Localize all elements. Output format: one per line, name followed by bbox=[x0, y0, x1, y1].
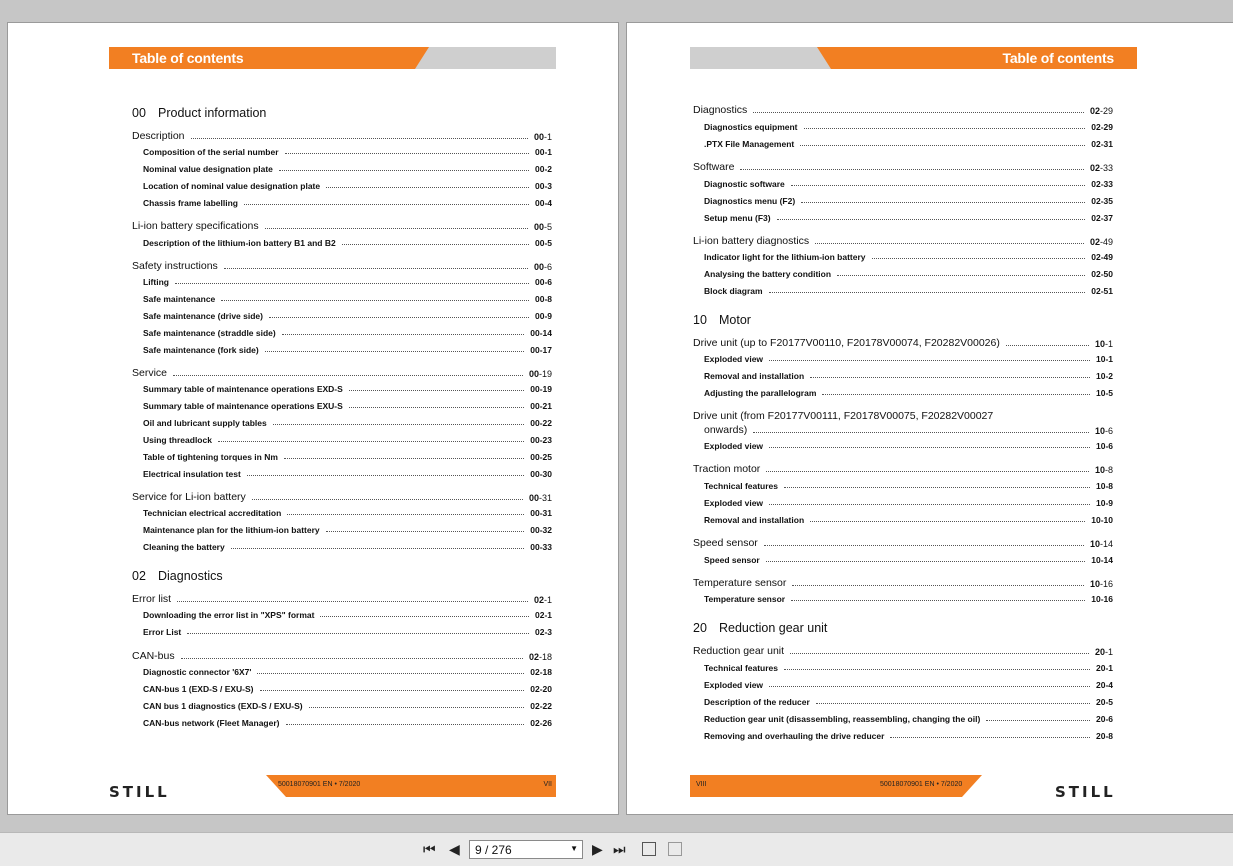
dot-leader bbox=[810, 377, 1090, 378]
toc-subentry[interactable] bbox=[693, 388, 1113, 398]
page-footer bbox=[690, 775, 982, 797]
dot-leader bbox=[177, 601, 528, 602]
toc-section[interactable] bbox=[693, 235, 1113, 247]
toc-subentry[interactable] bbox=[693, 179, 1113, 189]
prev-page-icon[interactable]: ◀ bbox=[449, 841, 460, 857]
toc-subentry[interactable] bbox=[132, 345, 552, 355]
entry-title: Safe maintenance (drive side) bbox=[143, 311, 263, 321]
dot-leader bbox=[224, 268, 528, 269]
dot-leader bbox=[265, 228, 528, 229]
dot-leader bbox=[801, 202, 1085, 203]
entry-title: CAN-bus bbox=[132, 650, 175, 662]
entry-page-number: 00-30 bbox=[530, 469, 552, 479]
entry-page-number: 00-1 bbox=[534, 147, 552, 157]
dot-leader bbox=[273, 424, 524, 425]
toc-subentry[interactable] bbox=[132, 147, 552, 157]
toc-subentry[interactable] bbox=[132, 435, 552, 445]
entry-title: Exploded view bbox=[704, 498, 764, 508]
still-logo: STILL bbox=[1055, 783, 1116, 801]
entry-page-number: 10-8 bbox=[1095, 481, 1113, 491]
dot-leader bbox=[872, 258, 1086, 259]
chapter-title: Diagnostics bbox=[158, 569, 223, 583]
dot-leader bbox=[181, 658, 523, 659]
document-page-right bbox=[626, 22, 1233, 815]
entry-title: Temperature sensor bbox=[704, 594, 786, 604]
entry-page-number: 02-51 bbox=[1091, 286, 1113, 296]
toc-subentry[interactable] bbox=[132, 542, 552, 552]
entry-title: Reduction gear unit bbox=[693, 645, 785, 657]
toc-subentry[interactable] bbox=[132, 328, 552, 338]
entry-title: Lifting bbox=[143, 277, 169, 287]
dot-leader bbox=[764, 545, 1084, 546]
entry-title: CAN-bus network (Fleet Manager) bbox=[143, 718, 280, 728]
entry-title: Safe maintenance bbox=[143, 294, 216, 304]
entry-page-number: 02-1 bbox=[534, 610, 552, 620]
toc-subentry[interactable] bbox=[132, 508, 552, 518]
dot-leader bbox=[792, 585, 1084, 586]
toc-subentry[interactable] bbox=[132, 198, 552, 208]
entry-page-number: 00-19 bbox=[528, 369, 552, 379]
entry-page-number: 20-4 bbox=[1095, 680, 1113, 690]
entry-page-number: 20-8 bbox=[1095, 731, 1113, 741]
dot-leader bbox=[822, 394, 1090, 395]
entry-page-number: 00-5 bbox=[534, 238, 552, 248]
entry-page-number: 10-16 bbox=[1091, 594, 1113, 604]
toc-subentry[interactable] bbox=[132, 525, 552, 535]
chapter-number: 10 bbox=[693, 313, 707, 327]
entry-page-number: 00-3 bbox=[534, 181, 552, 191]
entry-title: Exploded view bbox=[704, 441, 764, 451]
entry-title: Description bbox=[132, 130, 185, 142]
entry-title: CAN bus 1 diagnostics (EXD-S / EXU-S) bbox=[143, 701, 303, 711]
toc-chapter[interactable] bbox=[693, 621, 1113, 635]
toc-subentry[interactable] bbox=[132, 684, 552, 694]
entry-page-number: 02-1 bbox=[533, 595, 552, 605]
entry-page-number: 00-19 bbox=[530, 384, 552, 394]
entry-title: Diagnostic connector '6X7' bbox=[143, 667, 252, 677]
entry-page-number: 00-9 bbox=[534, 311, 552, 321]
entry-title: Downloading the error list in "XPS" format bbox=[143, 610, 315, 620]
entry-page-number: 20-1 bbox=[1095, 663, 1113, 673]
toc-subentry[interactable] bbox=[693, 515, 1113, 525]
table-of-contents bbox=[132, 23, 552, 763]
entry-title: Summary table of maintenance operations EXU-S bbox=[143, 401, 343, 411]
entry-page-number: 02-33 bbox=[1091, 179, 1113, 189]
dot-leader bbox=[769, 504, 1090, 505]
footer-page-number: VIII bbox=[696, 781, 707, 788]
entry-title: Li-ion battery diagnostics bbox=[693, 235, 810, 247]
entry-title: Oil and lubricant supply tables bbox=[143, 418, 267, 428]
entry-title: Error List bbox=[143, 627, 182, 637]
dot-leader bbox=[269, 317, 529, 318]
entry-page-number: 20-6 bbox=[1095, 714, 1113, 724]
dot-leader bbox=[221, 300, 529, 301]
chapter-title: Reduction gear unit bbox=[719, 621, 828, 635]
entry-page-number: 02-22 bbox=[530, 701, 552, 711]
toc-subentry[interactable] bbox=[693, 122, 1113, 132]
chapter-number: 00 bbox=[132, 106, 146, 120]
toc-subentry[interactable] bbox=[693, 354, 1113, 364]
entry-page-number: 02-18 bbox=[530, 667, 552, 677]
entry-title: .PTX File Management bbox=[704, 139, 795, 149]
dot-leader bbox=[766, 471, 1089, 472]
toc-subentry[interactable] bbox=[693, 594, 1113, 604]
entry-page-number: 02-49 bbox=[1091, 252, 1113, 262]
entry-page-number: 02-18 bbox=[528, 652, 552, 662]
dot-leader bbox=[320, 616, 529, 617]
entry-title: Adjusting the parallelogram bbox=[704, 388, 817, 398]
entry-title: Indicator light for the lithium-ion battery bbox=[704, 252, 866, 262]
dot-leader bbox=[286, 724, 525, 725]
toc-section[interactable] bbox=[693, 424, 1113, 436]
dot-leader bbox=[784, 487, 1090, 488]
entry-page-number: 10-16 bbox=[1089, 579, 1113, 589]
dot-leader bbox=[769, 447, 1090, 448]
dot-leader bbox=[816, 703, 1090, 704]
entry-page-number: 00-5 bbox=[533, 222, 552, 232]
entry-page-number: 00-23 bbox=[530, 435, 552, 445]
document-page-left bbox=[7, 22, 619, 815]
dot-leader bbox=[279, 170, 529, 171]
dot-leader bbox=[790, 653, 1089, 654]
toc-section[interactable] bbox=[693, 104, 1113, 116]
dot-leader bbox=[282, 334, 524, 335]
entry-page-number: 10-1 bbox=[1095, 354, 1113, 364]
entry-page-number: 00-4 bbox=[534, 198, 552, 208]
dot-leader bbox=[815, 243, 1084, 244]
dot-leader bbox=[769, 360, 1090, 361]
toc-chapter[interactable] bbox=[132, 106, 552, 120]
entry-title: Li-ion battery specifications bbox=[132, 220, 259, 232]
toc-section[interactable] bbox=[693, 645, 1113, 657]
toc-subentry[interactable] bbox=[132, 401, 552, 411]
dot-leader bbox=[326, 531, 525, 532]
toc-section[interactable] bbox=[132, 593, 552, 605]
entry-title: Service bbox=[132, 367, 168, 379]
entry-page-number: 00-21 bbox=[530, 401, 552, 411]
dot-leader bbox=[740, 169, 1084, 170]
toc-subentry[interactable] bbox=[693, 555, 1113, 565]
entry-title: Technician electrical accreditation bbox=[143, 508, 282, 518]
entry-title: Safe maintenance (fork side) bbox=[143, 345, 259, 355]
dot-leader bbox=[326, 187, 529, 188]
toc-subentry[interactable] bbox=[132, 452, 552, 462]
toc-subentry[interactable] bbox=[693, 481, 1113, 491]
dot-leader bbox=[800, 145, 1085, 146]
entry-page-number: 10-6 bbox=[1095, 441, 1113, 451]
toc-subentry[interactable] bbox=[693, 196, 1113, 206]
dot-leader bbox=[837, 275, 1085, 276]
toc-subentry[interactable] bbox=[132, 181, 552, 191]
dot-leader bbox=[1006, 345, 1089, 346]
toc-subentry[interactable] bbox=[132, 469, 552, 479]
dot-leader bbox=[777, 219, 1086, 220]
toc-subentry[interactable] bbox=[693, 269, 1113, 279]
toc-subentry[interactable] bbox=[693, 714, 1113, 724]
entry-title: Removal and installation bbox=[704, 515, 805, 525]
footer-doc-number: 50018070901 EN • 7/2020 bbox=[880, 781, 963, 788]
entry-title: Setup menu (F3) bbox=[704, 213, 771, 223]
entry-page-number: 10-14 bbox=[1089, 539, 1113, 549]
entry-title: Analysing the battery condition bbox=[704, 269, 832, 279]
toc-section[interactable] bbox=[693, 161, 1113, 173]
entry-title: onwards) bbox=[704, 424, 748, 436]
toc-section[interactable] bbox=[693, 463, 1113, 475]
first-page-icon[interactable]: ⏮ bbox=[423, 841, 436, 857]
dot-leader bbox=[804, 128, 1086, 129]
toc-section[interactable] bbox=[132, 260, 552, 272]
chapter-title: Motor bbox=[719, 313, 751, 327]
dot-leader bbox=[173, 375, 523, 376]
entry-title: Speed sensor bbox=[704, 555, 760, 565]
entry-page-number: 02-49 bbox=[1089, 237, 1113, 247]
dot-leader bbox=[285, 153, 529, 154]
entry-page-number: 02-26 bbox=[530, 718, 552, 728]
viewer-toolbar bbox=[0, 832, 1233, 866]
toc-subentry[interactable] bbox=[693, 680, 1113, 690]
entry-title: Electrical insulation test bbox=[143, 469, 241, 479]
dot-leader bbox=[342, 244, 529, 245]
entry-page-number: 00-6 bbox=[534, 277, 552, 287]
entry-page-number: 20-1 bbox=[1094, 647, 1113, 657]
entry-title: Exploded view bbox=[704, 354, 764, 364]
entry-title: Exploded view bbox=[704, 680, 764, 690]
entry-page-number: 00-17 bbox=[530, 345, 552, 355]
toc-subentry[interactable] bbox=[132, 384, 552, 394]
dot-leader bbox=[769, 686, 1090, 687]
entry-title: Removal and installation bbox=[704, 371, 805, 381]
dot-leader bbox=[244, 204, 529, 205]
toc-section[interactable] bbox=[132, 650, 552, 662]
footer-page-number: VII bbox=[543, 781, 552, 788]
dot-leader bbox=[252, 499, 523, 500]
toc-subentry[interactable] bbox=[693, 371, 1113, 381]
entry-title: CAN-bus 1 (EXD-S / EXU-S) bbox=[143, 684, 254, 694]
entry-page-number: 02-3 bbox=[534, 627, 552, 637]
last-page-icon[interactable]: ⏭ bbox=[613, 841, 626, 857]
entry-page-number: 10-14 bbox=[1091, 555, 1113, 565]
entry-page-number: 10-9 bbox=[1095, 498, 1113, 508]
dot-leader bbox=[309, 707, 525, 708]
toc-subentry[interactable] bbox=[693, 213, 1113, 223]
toc-section[interactable] bbox=[132, 130, 552, 142]
dot-leader bbox=[791, 185, 1085, 186]
toc-subentry[interactable] bbox=[132, 238, 552, 248]
toc-section[interactable] bbox=[693, 337, 1113, 349]
entry-page-number: 02-29 bbox=[1089, 106, 1113, 116]
entry-title: Block diagram bbox=[704, 286, 763, 296]
entry-page-number: 20-5 bbox=[1095, 697, 1113, 707]
table-of-contents bbox=[693, 23, 1113, 763]
entry-page-number: 00-32 bbox=[530, 525, 552, 535]
entry-title: Safety instructions bbox=[132, 260, 218, 272]
entry-title: Description of the reducer bbox=[704, 697, 810, 707]
entry-title: Diagnostics menu (F2) bbox=[704, 196, 796, 206]
entry-title: Software bbox=[693, 161, 735, 173]
toc-subentry[interactable] bbox=[132, 718, 552, 728]
entry-page-number: 00-31 bbox=[530, 508, 552, 518]
entry-page-number: 00-6 bbox=[533, 262, 552, 272]
entry-page-number: 02-20 bbox=[530, 684, 552, 694]
toc-subentry[interactable] bbox=[132, 311, 552, 321]
toc-subentry[interactable] bbox=[693, 286, 1113, 296]
toc-subentry[interactable] bbox=[693, 697, 1113, 707]
entry-title: Error list bbox=[132, 593, 172, 605]
dot-leader bbox=[986, 720, 1090, 721]
dot-leader bbox=[265, 351, 525, 352]
entry-title: Composition of the serial number bbox=[143, 147, 279, 157]
dot-leader bbox=[753, 432, 1089, 433]
footer-doc-number: 50018070901 EN • 7/2020 bbox=[278, 781, 361, 788]
toc-section[interactable] bbox=[132, 491, 552, 503]
header-title: Table of contents bbox=[1002, 50, 1114, 66]
entry-title: Technical features bbox=[704, 481, 779, 491]
dot-leader bbox=[349, 407, 524, 408]
two-page-view-icon[interactable] bbox=[668, 842, 682, 856]
toc-chapter[interactable] bbox=[132, 569, 552, 583]
toc-subentry[interactable] bbox=[693, 731, 1113, 741]
entry-page-number: 10-1 bbox=[1094, 339, 1113, 349]
entry-title: Cleaning the battery bbox=[143, 542, 225, 552]
entry-title: Drive unit (up to F20177V00110, F20178V00074, F20282V00026) bbox=[693, 337, 1000, 349]
toc-subentry[interactable] bbox=[132, 277, 552, 287]
toc-subentry[interactable] bbox=[132, 294, 552, 304]
toc-subentry[interactable] bbox=[132, 418, 552, 428]
toc-subentry[interactable] bbox=[693, 252, 1113, 262]
entry-title: Traction motor bbox=[693, 463, 761, 475]
entry-page-number: 00-14 bbox=[530, 328, 552, 338]
entry-page-number: 02-37 bbox=[1091, 213, 1113, 223]
dot-leader bbox=[810, 521, 1085, 522]
chapter-number: 02 bbox=[132, 569, 146, 583]
toc-subentry[interactable] bbox=[132, 610, 552, 620]
dot-leader bbox=[231, 548, 525, 549]
entry-title: Technical features bbox=[704, 663, 779, 673]
entry-title: Drive unit (from F20177V00111, F20178V00075, F20282V00027 bbox=[693, 410, 994, 422]
toc-section[interactable] bbox=[693, 410, 1113, 422]
toc-subentry[interactable] bbox=[693, 139, 1113, 149]
entry-title: Safe maintenance (straddle side) bbox=[143, 328, 276, 338]
entry-title: Diagnostic software bbox=[704, 179, 785, 189]
dot-leader bbox=[769, 292, 1086, 293]
entry-page-number: 00-31 bbox=[528, 493, 552, 503]
dot-leader bbox=[191, 138, 528, 139]
toc-chapter[interactable] bbox=[693, 313, 1113, 327]
toc-section[interactable] bbox=[693, 577, 1113, 589]
dot-leader bbox=[257, 673, 524, 674]
toc-subentry[interactable] bbox=[132, 164, 552, 174]
page-number-select[interactable] bbox=[469, 840, 583, 859]
entry-title: Diagnostics bbox=[693, 104, 748, 116]
toc-section[interactable] bbox=[132, 220, 552, 232]
entry-page-number: 02-50 bbox=[1091, 269, 1113, 279]
entry-page-number: 00-25 bbox=[530, 452, 552, 462]
entry-title: Maintenance plan for the lithium-ion battery bbox=[143, 525, 320, 535]
entry-title: Service for Li-ion battery bbox=[132, 491, 246, 503]
toc-subentry[interactable] bbox=[693, 498, 1113, 508]
entry-title: Nominal value designation plate bbox=[143, 164, 273, 174]
entry-title: Reduction gear unit (disassembling, reassembling, changing the oil) bbox=[704, 714, 981, 724]
dot-leader bbox=[287, 514, 524, 515]
dot-leader bbox=[284, 458, 524, 459]
entry-page-number: 02-31 bbox=[1091, 139, 1113, 149]
entry-page-number: 00-22 bbox=[530, 418, 552, 428]
toc-section[interactable] bbox=[132, 367, 552, 379]
entry-title: Chassis frame labelling bbox=[143, 198, 238, 208]
entry-title: Using threadlock bbox=[143, 435, 212, 445]
entry-page-number: 10-6 bbox=[1094, 426, 1113, 436]
entry-page-number: 00-8 bbox=[534, 294, 552, 304]
chevron-down-icon: ▼ bbox=[570, 844, 578, 853]
toc-subentry[interactable] bbox=[693, 663, 1113, 673]
entry-page-number: 02-29 bbox=[1091, 122, 1113, 132]
entry-title: Description of the lithium-ion battery B1 and B2 bbox=[143, 238, 336, 248]
entry-page-number: 00-2 bbox=[534, 164, 552, 174]
header-title: Table of contents bbox=[132, 50, 244, 66]
entry-page-number: 02-35 bbox=[1091, 196, 1113, 206]
toc-subentry[interactable] bbox=[132, 627, 552, 637]
toc-section[interactable] bbox=[693, 537, 1113, 549]
chapter-title: Product information bbox=[158, 106, 267, 120]
entry-title: Location of nominal value designation plate bbox=[143, 181, 321, 191]
dot-leader bbox=[218, 441, 524, 442]
entry-page-number: 10-2 bbox=[1095, 371, 1113, 381]
dot-leader bbox=[791, 600, 1085, 601]
entry-page-number: 02-33 bbox=[1089, 163, 1113, 173]
entry-title: Speed sensor bbox=[693, 537, 758, 549]
single-page-view-icon[interactable] bbox=[642, 842, 656, 856]
page-indicator: 9 / 276 bbox=[475, 843, 512, 857]
entry-title: Diagnostics equipment bbox=[704, 122, 798, 132]
next-page-icon[interactable]: ▶ bbox=[592, 841, 603, 857]
entry-title: Summary table of maintenance operations EXD-S bbox=[143, 384, 343, 394]
entry-page-number: 10-10 bbox=[1091, 515, 1113, 525]
entry-page-number: 10-8 bbox=[1094, 465, 1113, 475]
dot-leader bbox=[890, 737, 1090, 738]
dot-leader bbox=[187, 633, 529, 634]
dot-leader bbox=[247, 475, 524, 476]
entry-page-number: 00-33 bbox=[530, 542, 552, 552]
entry-title: Table of tightening torques in Nm bbox=[143, 452, 278, 462]
entry-page-number: 00-1 bbox=[533, 132, 552, 142]
entry-title: Temperature sensor bbox=[693, 577, 787, 589]
dot-leader bbox=[766, 561, 1085, 562]
chapter-number: 20 bbox=[693, 621, 707, 635]
still-logo: STILL bbox=[109, 783, 170, 801]
dot-leader bbox=[753, 112, 1084, 113]
toc-subentry[interactable] bbox=[693, 441, 1113, 451]
dot-leader bbox=[175, 283, 529, 284]
dot-leader bbox=[349, 390, 524, 391]
entry-page-number: 10-5 bbox=[1095, 388, 1113, 398]
toc-subentry[interactable] bbox=[132, 667, 552, 677]
page-footer bbox=[266, 775, 556, 797]
toc-subentry[interactable] bbox=[132, 701, 552, 711]
dot-leader bbox=[784, 669, 1090, 670]
entry-title: Removing and overhauling the drive reducer bbox=[704, 731, 885, 741]
dot-leader bbox=[260, 690, 525, 691]
